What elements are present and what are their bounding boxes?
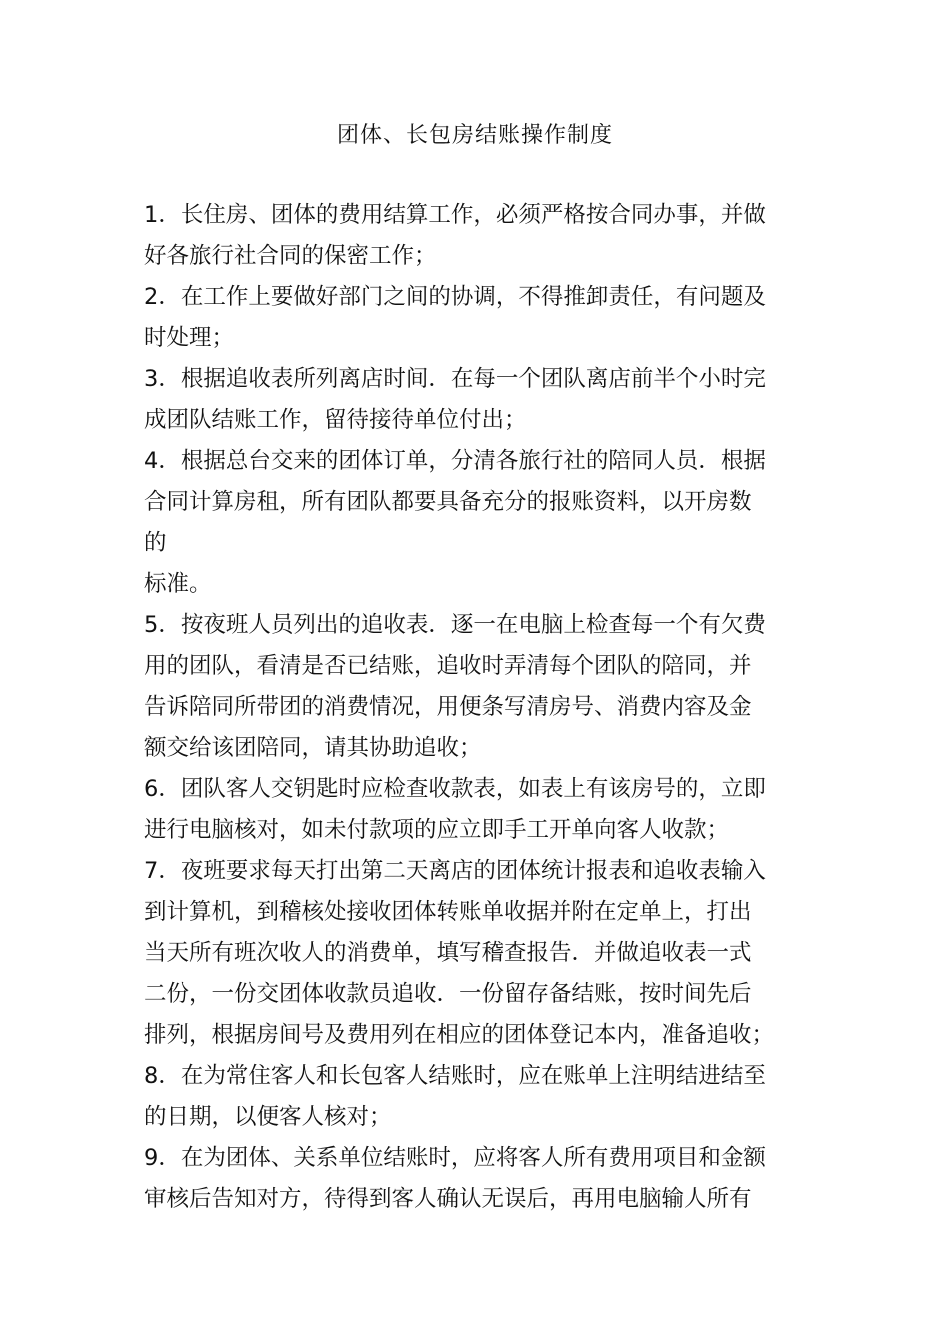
body-line: 审核后告知对方，待得到客人确认无误后，再用电脑输人所有 [144, 1186, 752, 1212]
body-line: 的日期，以便客人核对； [144, 1104, 392, 1130]
body-line: 进行电脑核对，如未付款项的应立即手工开单向客人收款； [144, 817, 730, 843]
body-line: 6．团队客人交钥匙时应检查收款表，如表上有该房号的，立即 [144, 776, 766, 802]
body-line: 2．在工作上要做好部门之间的协调，不得推卸责任，有问题及 [144, 284, 766, 310]
body-line: 7．夜班要求每天打出第二天离店的团体统计报表和追收表输入 [144, 858, 766, 884]
body-line: 4．根据总台交来的团体订单，分清各旅行社的陪同人员．根据 [144, 448, 766, 474]
body-line: 8．在为常住客人和长包客人结账时，应在账单上注明结进结至 [144, 1063, 766, 1089]
body-line: 告诉陪同所带团的消费情况，用便条写清房号、消费内容及金 [144, 694, 752, 720]
body-line: 排列，根据房间号及费用列在相应的团体登记本内，准备追收； [144, 1022, 775, 1048]
body-line: 额交给该团陪同，请其协助追收； [144, 735, 482, 761]
body-line: 当天所有班次收人的消费单，填写稽查报告．并做追收表一式 [144, 940, 752, 966]
body-line: 3．根据追收表所列离店时间．在每一个团队离店前半个小时完 [144, 366, 766, 392]
body-line: 5．按夜班人员列出的追收表．逐一在电脑上检查每一个有欠费 [144, 612, 766, 638]
body-line: 好各旅行社合同的保密工作； [144, 243, 437, 269]
document-body [144, 195, 814, 1220]
body-line: 标准。 [144, 571, 212, 597]
body-line: 时处理； [144, 325, 235, 351]
body-line: 成团队结账工作，留待接待单位付出； [144, 407, 527, 433]
body-line: 用的团队，看清是否已结账，追收时弄清每个团队的陪同，并 [144, 653, 752, 679]
body-line: 合同计算房租，所有团队都要具备充分的报账资料，以开房数 [144, 489, 752, 515]
body-line: 的 [144, 530, 167, 556]
body-line: 1．长住房、团体的费用结算工作，必须严格按合同办事，并做 [144, 202, 766, 228]
body-line: 到计算机，到稽核处接收团体转账单收据并附在定单上，打出 [144, 899, 752, 925]
body-line: 9．在为团体、关系单位结账时，应将客人所有费用项目和金额 [144, 1145, 766, 1171]
document-title: 团体、长包房结账操作制度 [336, 123, 613, 148]
body-line: 二份，一份交团体收款员追收．一份留存备结账，按时间先后 [144, 981, 752, 1007]
